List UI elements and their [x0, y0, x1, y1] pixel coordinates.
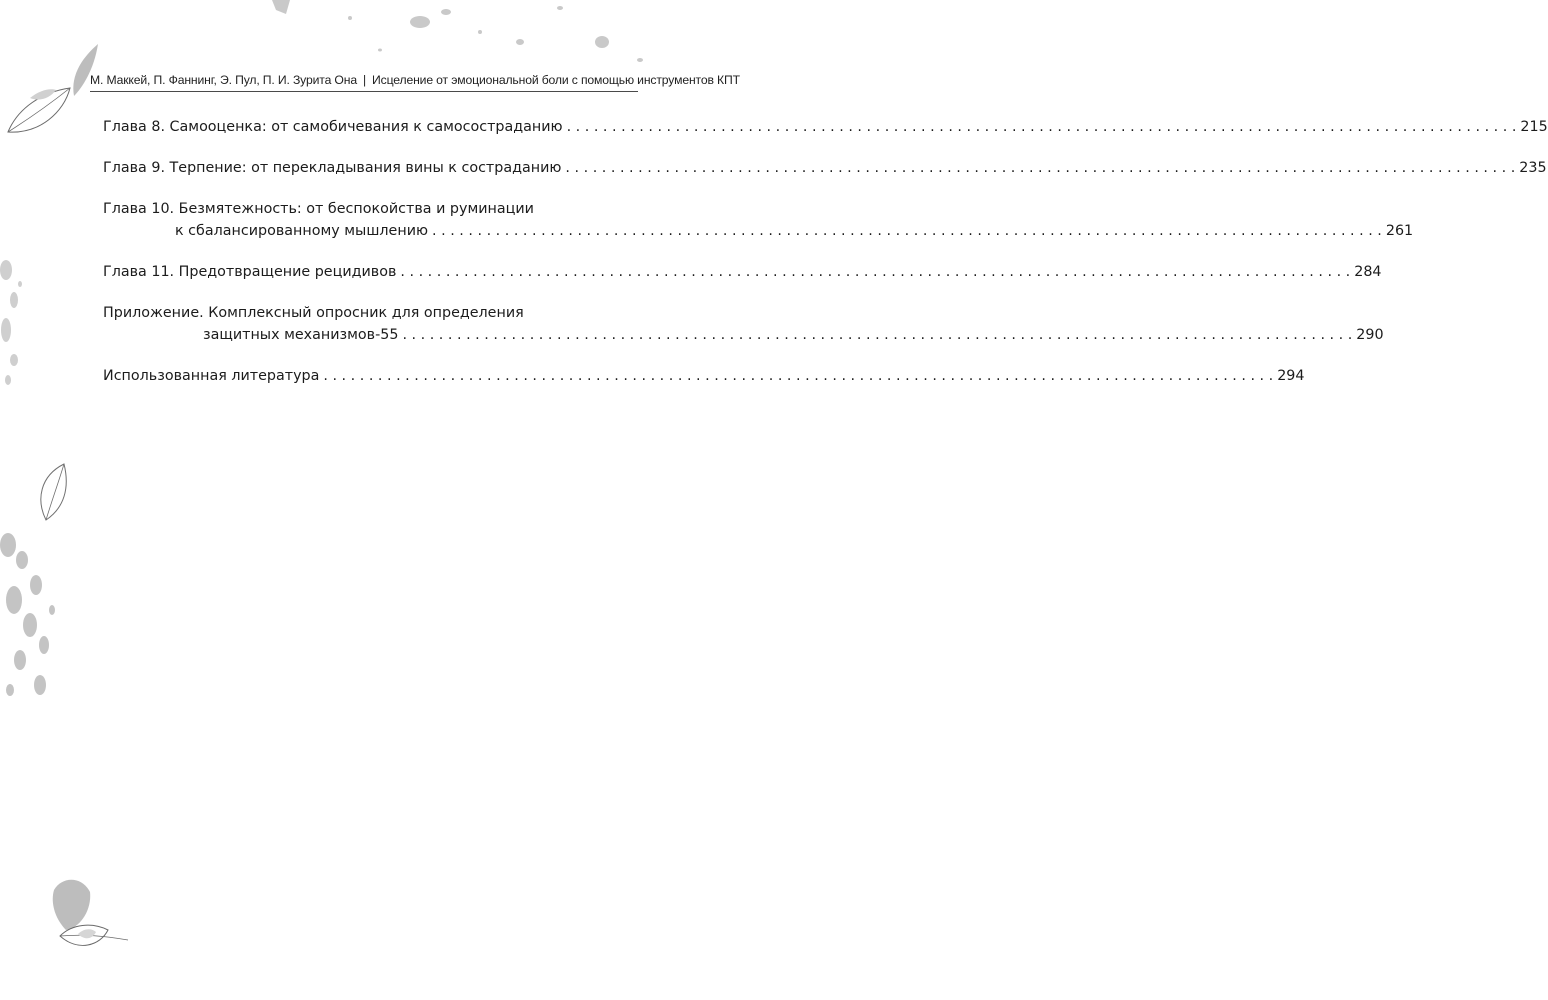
toc-entry-title: Приложение. Комплексный опросник для определения: [103, 305, 524, 321]
speckle-strip-left-upper: [0, 260, 22, 385]
toc-entry-chapter-8[interactable]: [103, 116, 1548, 138]
toc-entry-chapter-9[interactable]: [103, 157, 1547, 179]
toc-entry-chapter-10[interactable]: [103, 198, 1414, 242]
toc-entry-title: Использованная литература: [103, 368, 320, 384]
toc-entry-title: Глава 11. Предотвращение рецидивов: [103, 264, 397, 280]
toc-entry-title-continued: к сбалансированному мышлению: [175, 223, 429, 239]
speckle-cluster-top: [272, 0, 643, 62]
leaf-top-left: [8, 44, 98, 132]
header-authors: М. Маккей, П. Фаннинг, Э. Пул, П. И. Зурита Она: [90, 72, 357, 87]
toc-leader-dots: [402, 324, 1352, 346]
toc-leader-dots: [565, 157, 1515, 179]
toc-page-number: 261: [1385, 223, 1414, 239]
toc-leader-dots: [400, 261, 1350, 283]
toc-page-number: 290: [1356, 327, 1384, 343]
leaf-middle-left: [41, 464, 66, 520]
toc-page-number: 284: [1354, 264, 1382, 280]
toc-entry-title: Глава 9. Терпение: от перекладывания вины к состраданию: [103, 160, 562, 176]
toc-leader-dots: [432, 220, 1382, 242]
table-of-contents: [103, 116, 1548, 406]
running-head: [90, 68, 740, 92]
header-book-title: Исцеление от эмоциональной боли с помощью инструментов КПТ: [372, 72, 740, 87]
toc-leader-dots: [567, 116, 1517, 138]
toc-leader-dots: [323, 365, 1273, 387]
header-separator: |: [362, 72, 367, 87]
toc-entry-appendix[interactable]: [103, 302, 1384, 346]
toc-page-number: 294: [1277, 368, 1305, 384]
toc-entry-title: Глава 10. Безмятежность: от беспокойства и руминации: [103, 201, 534, 217]
toc-entry-chapter-11[interactable]: [103, 261, 1382, 283]
toc-entry-title: Глава 8. Самооценка: от самобичевания к самосостраданию: [103, 119, 563, 135]
speckle-strip-left-lower: [0, 533, 55, 696]
toc-entry-title-continued: защитных механизмов-55: [203, 327, 399, 343]
toc-page-number: 235: [1519, 160, 1547, 176]
toc-page-number: 215: [1520, 119, 1548, 135]
leaf-bottom-left: [53, 880, 128, 946]
toc-entry-references[interactable]: [103, 365, 1305, 387]
